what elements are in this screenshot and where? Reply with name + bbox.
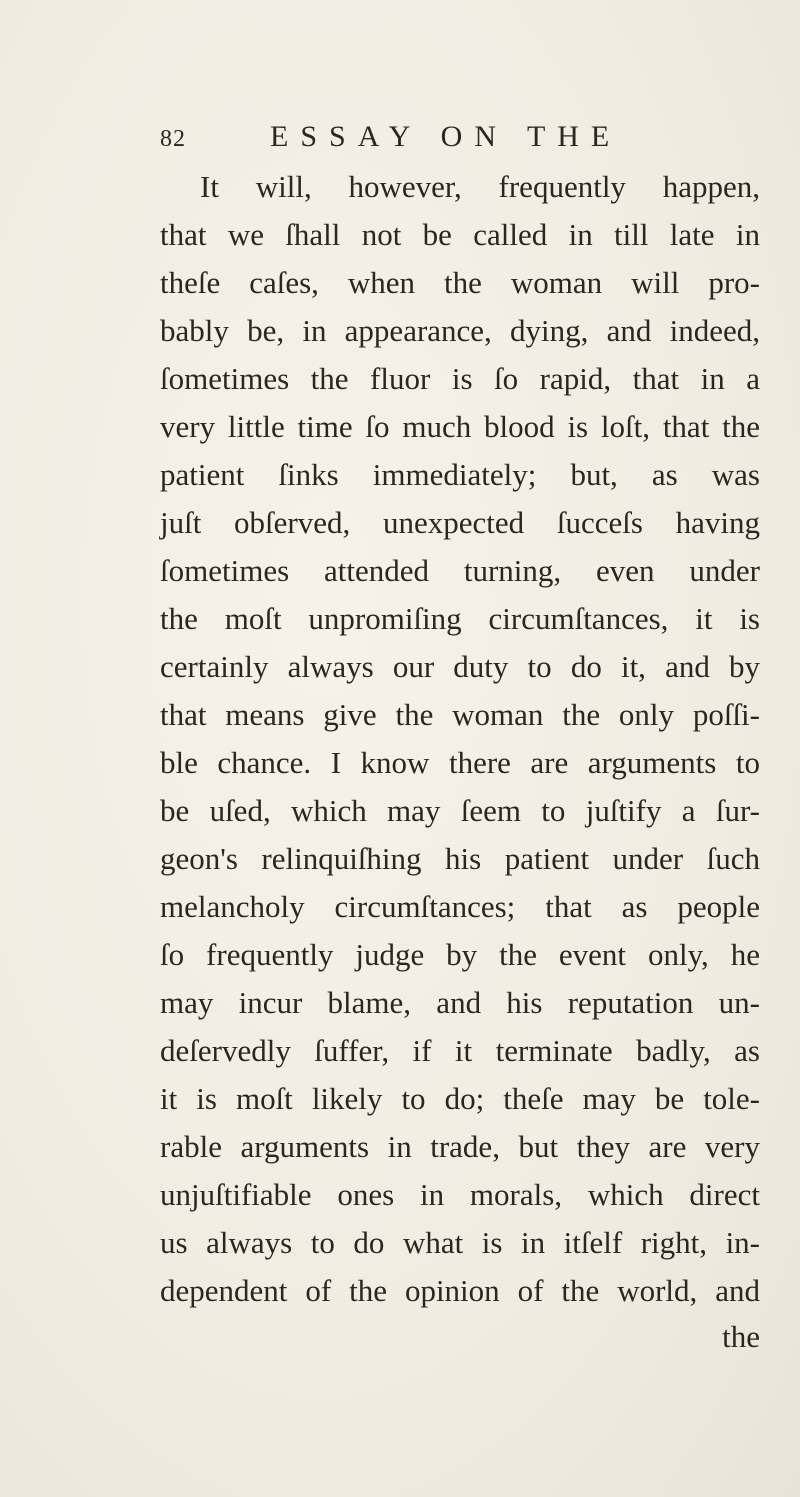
text-line: us always to do what is in itſelf right, in- [160, 1225, 760, 1260]
catchword: the [722, 1319, 760, 1354]
text-line: the moſt unpromiſing circumſtances, it is [160, 601, 760, 636]
running-head: ESSAY ON THE [270, 120, 622, 153]
text-line: very little time ſo much blood is loſt, that the [160, 409, 760, 444]
text-line: theſe caſes, when the woman will pro- [160, 265, 760, 300]
page-header [160, 120, 760, 156]
text-line: ble chance. I know there are arguments to [160, 745, 760, 780]
text-line: bably be, in appearance, dying, and indeed, [160, 313, 760, 348]
text-line: unjuſtifiable ones in morals, which direct [160, 1177, 760, 1212]
text-line: juſt obſerved, unexpected ſucceſs having [160, 505, 760, 540]
text-line: ſo frequently judge by the event only, he [160, 937, 760, 972]
text-line: that we ſhall not be called in till late in [160, 217, 760, 252]
text-line: dependent of the opinion of the world, and [160, 1273, 760, 1308]
text-line: rable arguments in trade, but they are very [160, 1129, 760, 1164]
text-line: deſervedly ſuffer, if it terminate badly, as [160, 1033, 760, 1068]
text-line: it is moſt likely to do; theſe may be tole- [160, 1081, 760, 1116]
text-line: that means give the woman the only poſſi- [160, 697, 760, 732]
text-line: It will, however, frequently happen, [200, 169, 760, 204]
text-line: patient ſinks immediately; but, as was [160, 457, 760, 492]
text-line: ſometimes the fluor is ſo rapid, that in a [160, 361, 760, 396]
text-line: may incur blame, and his reputation un- [160, 985, 760, 1020]
text-line: certainly always our duty to do it, and by [160, 649, 760, 684]
text-line: be uſed, which may ſeem to juſtify a ſur- [160, 793, 760, 828]
text-line: geon's relinquiſhing his patient under ſuch [160, 841, 760, 876]
page-number: 82 [160, 126, 186, 152]
text-line: ſometimes attended turning, even under [160, 553, 760, 588]
text-line: melancholy circumſtances; that as people [160, 889, 760, 924]
